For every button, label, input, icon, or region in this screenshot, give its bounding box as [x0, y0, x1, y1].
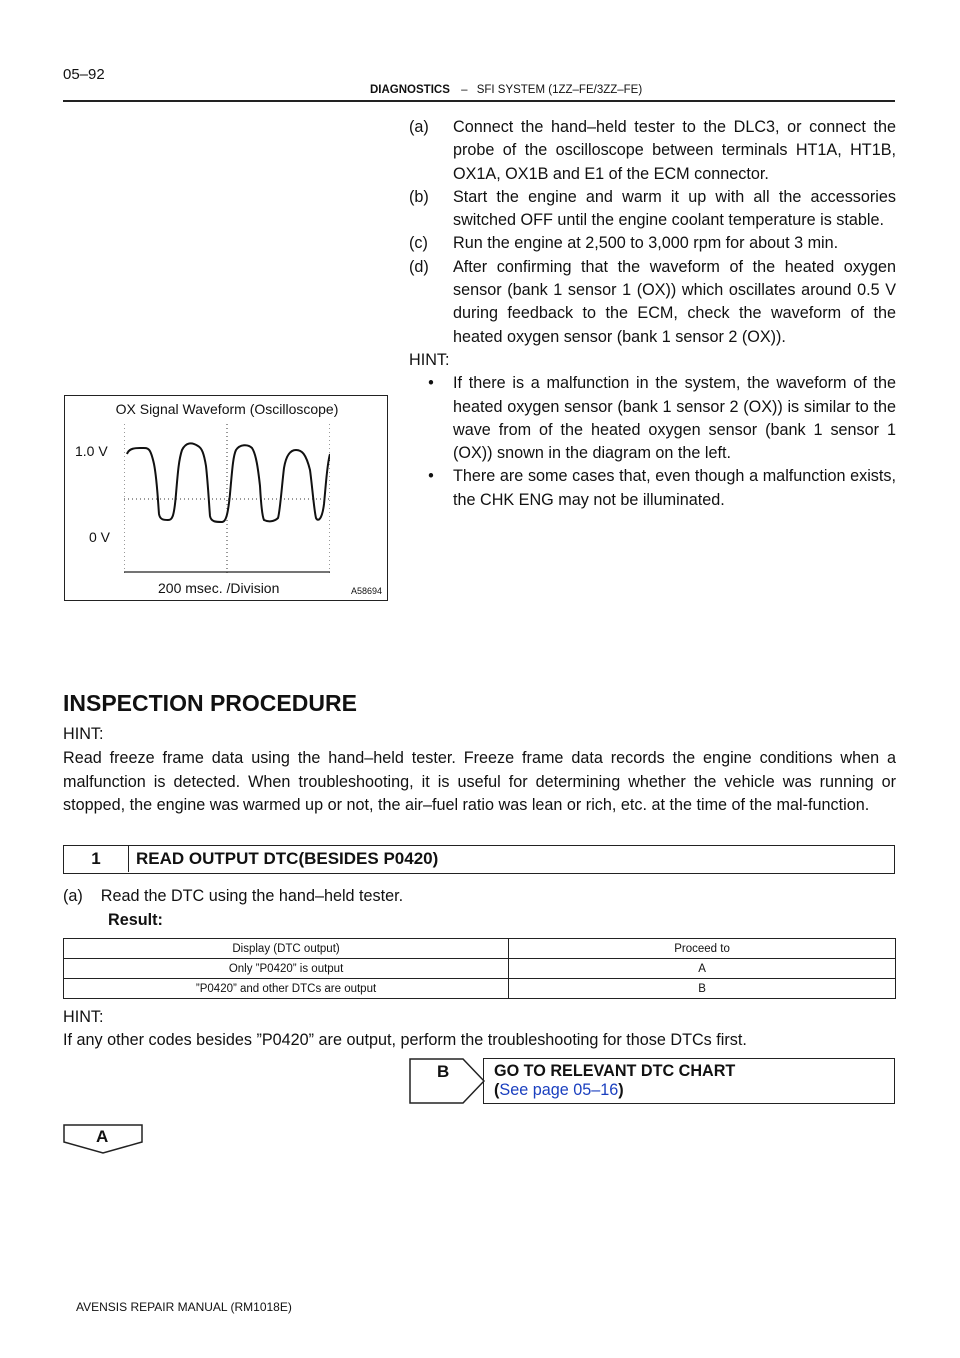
- result-table: [63, 938, 896, 999]
- hint-label: HINT:: [63, 1008, 104, 1026]
- table-row: [64, 979, 896, 999]
- table-cell: Only ”P0420” is output: [64, 959, 509, 979]
- running-header: [370, 84, 642, 96]
- table-header: Display (DTC output): [64, 939, 509, 959]
- hint-bullet: [409, 465, 896, 512]
- header-section: DIAGNOSTICS: [370, 84, 450, 96]
- hint-label: HINT:: [63, 725, 104, 743]
- page-title: INSPECTION PROCEDURE: [63, 690, 357, 716]
- table-header: Proceed to: [509, 939, 896, 959]
- result-label: Result:: [108, 911, 163, 929]
- hint-text: If any other codes besides ”P0420” are output, perform the troubleshooting for those DTCs first.: [63, 1031, 747, 1049]
- step-label: (d): [409, 257, 429, 276]
- bullet-text: There are some cases that, even though a malfunction exists, the CHK ENG may not be illuminated.: [453, 467, 896, 509]
- header-rule: [63, 100, 895, 102]
- figure-id: A58694: [351, 586, 383, 596]
- header-subsection: SFI SYSTEM (1ZZ–FE/3ZZ–FE): [476, 84, 643, 96]
- footer: AVENSIS REPAIR MANUAL (RM1018E): [76, 1300, 292, 1314]
- step-title: READ OUTPUT DTC(BESIDES P0420): [136, 849, 439, 868]
- step-label: (a): [409, 118, 429, 136]
- bullet-text: If there is a malfunction in the system, the waveform of the heated oxygen sensor (bank 1 sensor 2 (OX)) is similar to the wave from of the heated oxygen sensor (bank 1 sensor 1 (OX)) snown in the diagram on the left.: [453, 374, 896, 463]
- hint-label: HINT:: [409, 350, 450, 369]
- table-cell: B: [509, 979, 896, 999]
- branch-b-label: B: [437, 1062, 450, 1081]
- table-cell: A: [509, 959, 896, 979]
- step-number: 1: [64, 846, 129, 872]
- step-header: [63, 845, 895, 874]
- branch-a-arrow: [63, 1124, 143, 1159]
- step-label: (c): [409, 234, 428, 253]
- header-separator: –: [461, 84, 468, 96]
- bullet-icon: •: [428, 467, 434, 486]
- step-b: [409, 186, 896, 233]
- bullet-icon: •: [428, 374, 434, 393]
- step-text: Run the engine at 2,500 to 3,000 rpm for about 3 min.: [453, 234, 839, 253]
- step-text: Start the engine and warm it up with all the accessories switched OFF until the engine coolant temperature is stable.: [453, 187, 896, 230]
- procedure-steps: [409, 116, 896, 512]
- step-d: [409, 256, 896, 349]
- waveform-trace: [127, 443, 330, 522]
- page-number: 05–92: [63, 66, 105, 83]
- page-reference: [494, 1081, 894, 1100]
- branch-b-arrow: [409, 1058, 485, 1109]
- hint-paragraph: Read freeze frame data using the hand–held tester. Freeze frame data records the engine conditions when a malfunction is detected. When troubleshooting, it is useful for determining whether the vehicle was running or stopped, the engine was warmed up or not, the air–fuel ratio was lean or rich, etc. at the time of the mal-function.: [63, 749, 896, 814]
- step-instruction: (a) Read the DTC using the hand–held tester.: [63, 887, 404, 905]
- step-text: Connect the hand–held tester to the DLC3, or connect the probe of the oscilloscope between terminals HT1A, HT1B, OX1A, OX1B and E1 of the ECM connector.: [453, 118, 896, 183]
- waveform-graph: [124, 424, 330, 574]
- table-cell: ”P0420” and other DTCs are output: [64, 979, 509, 999]
- see-page-link[interactable]: See page 05–16: [499, 1081, 619, 1099]
- branch-a-label: A: [96, 1127, 109, 1146]
- time-division-label: 200 msec. /Division: [158, 580, 280, 596]
- paren-open: (: [494, 1081, 500, 1099]
- figure-title: OX Signal Waveform (Oscilloscope): [115, 401, 339, 417]
- oscilloscope-figure: [64, 395, 388, 601]
- table-row: [64, 959, 896, 979]
- branch-b-action: [483, 1058, 895, 1104]
- voltage-label-high: 1.0 V: [75, 443, 108, 459]
- step-label: (b): [409, 187, 429, 206]
- step-a: [409, 116, 896, 186]
- voltage-label-low: 0 V: [89, 529, 111, 545]
- paren-close: ): [618, 1081, 624, 1099]
- table-header-row: [64, 939, 896, 959]
- hint-bullet: [409, 372, 896, 465]
- step-text: After confirming that the waveform of the heated oxygen sensor (bank 1 sensor 1 (OX)) which oscillates around 0.5 V during feedback to the ECM, check the waveform of the heated oxygen sensor (bank 1 sensor 2 (OX)).: [453, 257, 896, 346]
- branch-b-title: GO TO RELEVANT DTC CHART: [494, 1062, 736, 1080]
- scope-grid: [124, 424, 330, 574]
- step-c: [409, 232, 896, 255]
